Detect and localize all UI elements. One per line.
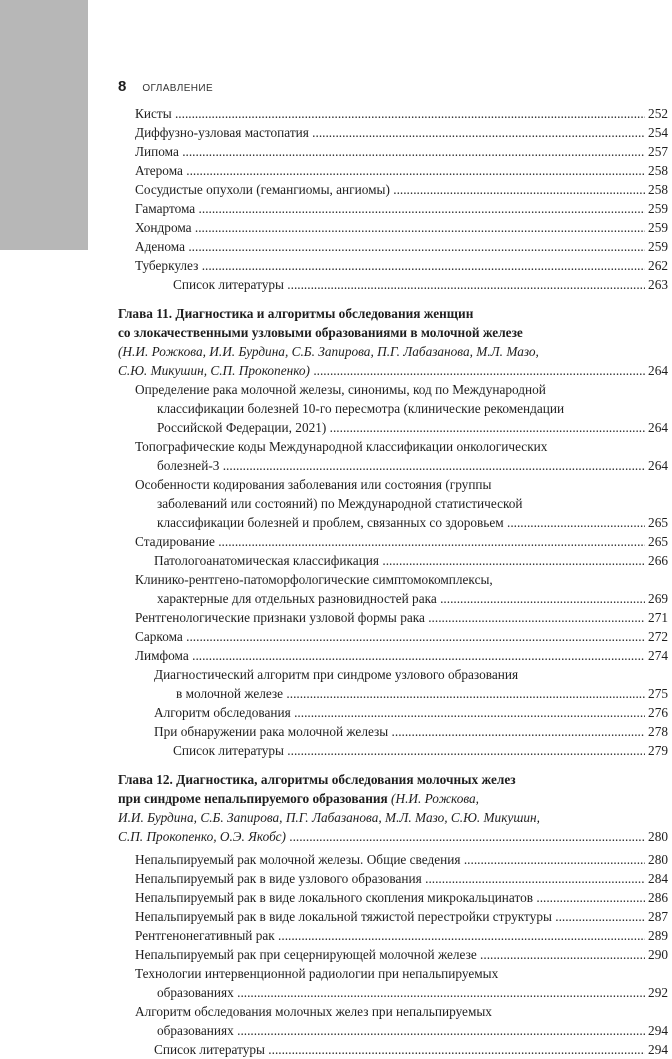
toc-entry[interactable]: Сосудистые опухоли (гемангиомы, ангиомы) ..... 258 [118,180,668,199]
toc-entry[interactable]: Диагностический алгоритм при синдроме узлового образования в молочной железе ..... 275 [118,665,668,703]
toc-entry[interactable]: Атерома ..... 258 [118,161,668,180]
chapter-12-authors: И.И. Бурдина, С.Б. Запирова, П.Г. Лабазанова, М.Л. Мазо, С.Ю. Микушин, [118,810,540,825]
toc-entry[interactable]: Стадирование ..... 265 [118,532,668,551]
chapter-11[interactable] [118,304,668,380]
chapter-11-title: Глава 11. Диагностика и алгоритмы обследования женщин [118,306,474,321]
toc-entry[interactable]: Рентгенонегативный рак ..... 289 [118,926,668,945]
chapter-12-title-cont: при синдроме непальпируемого образования (Н.И. Рожкова, [118,791,479,806]
chapter-12-title: Глава 12. Диагностика, алгоритмы обследования молочных желез [118,772,516,787]
toc-entry[interactable]: При обнаружении рака молочной железы ..... 278 [118,722,668,741]
toc-entry[interactable]: Клинико-рентгено-патоморфологические симптомокомплексы, характерные для отдельных разновидностей рака ..... 269 [118,570,668,608]
toc-entry[interactable]: Аденома ..... 259 [118,237,668,256]
table-of-contents [118,104,668,1059]
toc-entry[interactable]: Кисты ..... 252 [118,104,668,123]
toc-entry[interactable]: Непальпируемый рак в виде локального скопления микрокальцинатов ..... 286 [118,888,668,907]
toc-entry[interactable]: Туберкулез ..... 262 [118,256,668,275]
side-thumb-tab [0,0,88,250]
toc-entry[interactable]: Диффузно-узловая мастопатия ..... 254 [118,123,668,142]
toc-entry[interactable]: Липома ..... 257 [118,142,668,161]
toc-entry[interactable]: Хондрома ..... 259 [118,218,668,237]
toc-entry[interactable]: Алгоритм обследования молочных желез при непальпируемых образованиях ..... 294 [118,1002,668,1040]
page-header [118,78,213,96]
chapter-11-authors-end: С.Ю. Микушин, С.П. Прокопенко) ..... 264 [118,361,668,380]
toc-entry[interactable]: Непальпируемый рак молочной железы. Общие сведения ..... 280 [118,850,668,869]
chapter-12-authors-end: С.П. Прокопенко, О.Э. Якобс) ..... 280 [118,827,668,846]
chapter-12[interactable] [118,770,668,846]
toc-references[interactable]: Список литературы ..... 279 [118,741,668,760]
toc-entry[interactable]: Технологии интервенционной радиологии при непальпируемых образованиях ..... 292 [118,964,668,1002]
toc-references[interactable]: Список литературы ..... 294 [118,1040,668,1059]
chapter-11-title-cont: со злокачественными узловыми образованиями в молочной железе [118,325,523,340]
toc-entry[interactable]: Особенности кодирования заболевания или состояния (группы заболеваний или состояний) по Международной статистической классификации болезней и проблем, связанных со здоровьем ..... 265 [118,475,668,532]
page-number: 8 [118,78,127,95]
toc-entry[interactable]: Алгоритм обследования ..... 276 [118,703,668,722]
toc-entry[interactable]: Непальпируемый рак в виде узлового образования ..... 284 [118,869,668,888]
toc-entry[interactable]: Лимфома ..... 274 [118,646,668,665]
toc-references[interactable]: Список литературы ..... 263 [118,275,668,294]
toc-entry[interactable]: Определение рака молочной железы, синонимы, код по Международной классификации болезней 10-го пересмотра (клинические рекомендации Российской Федерации, 2021) ..... 264 [118,380,668,437]
toc-entry[interactable]: Топографические коды Международной классификации онкологических болезней-3 ..... 264 [118,437,668,475]
chapter-11-authors: (Н.И. Рожкова, И.И. Бурдина, С.Б. Запирова, П.Г. Лабазанова, М.Л. Мазо, [118,344,539,359]
toc-entry[interactable]: Рентгенологические признаки узловой формы рака ..... 271 [118,608,668,627]
toc-entry[interactable]: Непальпируемый рак в виде локальной тяжистой перестройки структуры ..... 287 [118,907,668,926]
toc-entry[interactable]: Саркома ..... 272 [118,627,668,646]
running-title: ОГЛАВЛЕНИЕ [142,83,214,94]
toc-entry[interactable]: Непальпируемый рак при сецернирующей молочной железе ..... 290 [118,945,668,964]
toc-entry[interactable]: Патологоанатомическая классификация ..... 266 [118,551,668,570]
toc-entry[interactable]: Гамартома ..... 259 [118,199,668,218]
